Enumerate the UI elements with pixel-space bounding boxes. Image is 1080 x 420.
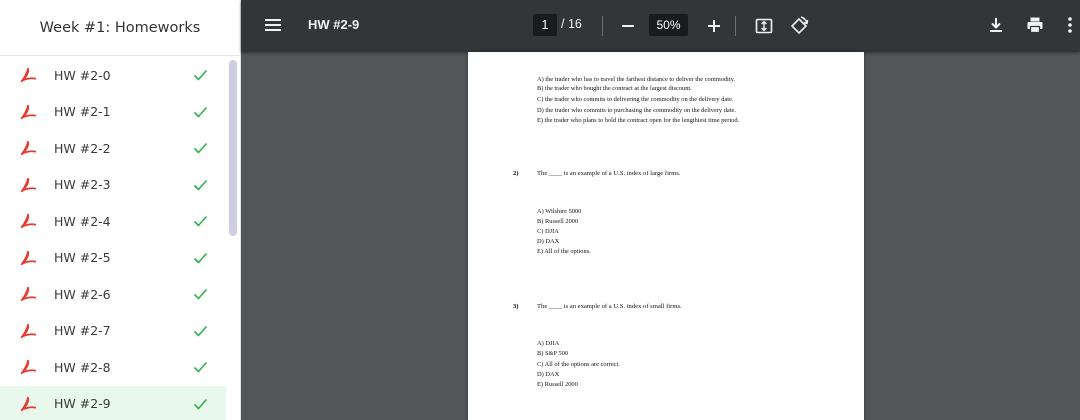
q1-option: D) the trader who commits to purchasing the commodity on the delivery date. — [537, 106, 736, 114]
q3-option: C) All of the options are correct. — [537, 361, 620, 368]
sidebar-item-label: HW #2-0 — [54, 67, 111, 83]
pdf-file-icon — [19, 395, 37, 413]
pdf-file-icon — [19, 66, 37, 84]
sidebar-item[interactable] — [0, 386, 226, 420]
menu-icon[interactable] — [264, 16, 282, 34]
pdf-file-icon — [19, 103, 37, 121]
pdf-file-icon — [19, 139, 37, 157]
sidebar-item[interactable] — [0, 203, 226, 240]
q3-option: A) DJIA — [537, 340, 560, 347]
q3-option: D) DAX — [537, 371, 560, 378]
sidebar-item-label: HW #2-1 — [54, 104, 111, 120]
print-icon[interactable] — [1026, 16, 1044, 34]
document-title: HW #2-9 — [308, 17, 360, 32]
pdf-toolbar — [241, 0, 1080, 52]
checkmark-icon — [193, 142, 208, 154]
checkmark-icon — [193, 252, 208, 264]
sidebar-item[interactable] — [0, 276, 226, 313]
page-number-input[interactable]: 1 — [533, 14, 557, 36]
sidebar-header — [0, 0, 240, 56]
pdf-file-icon — [19, 212, 37, 230]
sidebar-item-label: HW #2-4 — [54, 213, 111, 229]
q3-text: The ____ is an example of a U.S. index of small firms. — [537, 303, 682, 310]
pdf-file-icon — [19, 358, 37, 376]
checkmark-icon — [193, 325, 208, 337]
checkmark-icon — [193, 179, 208, 191]
q1-option: B) the trader who bought the contract at the largest discount. — [537, 84, 692, 92]
toolbar-divider — [602, 16, 603, 36]
fit-to-page-icon[interactable] — [754, 16, 774, 36]
sidebar-item-label: HW #2-7 — [54, 323, 111, 339]
checkmark-icon — [193, 106, 208, 118]
q3-option: E) Russell 2000 — [537, 381, 578, 388]
checkmark-icon — [193, 398, 208, 410]
zoom-level-input[interactable]: 50% — [649, 14, 688, 36]
q2-option: B) Russell 2000 — [537, 218, 579, 225]
sidebar-item[interactable] — [0, 240, 226, 277]
q3-option: B) S&P 500 — [537, 350, 569, 357]
pdf-file-icon — [19, 322, 37, 340]
sidebar-item[interactable] — [0, 57, 226, 94]
sidebar-item[interactable] — [0, 94, 226, 131]
q1-option: A) the trader who has to travel the farthest distance to deliver the commodity. — [537, 76, 735, 83]
checkmark-icon — [193, 288, 208, 300]
q1-option: E) the trader who plans to hold the contract open for the lengthiest time period. — [537, 117, 740, 124]
pdf-file-icon — [19, 285, 37, 303]
q2-option: D) DAX — [537, 238, 560, 245]
download-icon[interactable] — [987, 16, 1005, 34]
pdf-viewer — [241, 0, 1080, 420]
sidebar-item-label: HW #2-9 — [54, 396, 111, 412]
sidebar — [0, 0, 241, 420]
checkmark-icon — [193, 215, 208, 227]
sidebar-title: Week #1: Homeworks — [39, 19, 201, 36]
more-icon[interactable] — [1067, 16, 1073, 34]
q2-text: The ____ is an example of a U.S. index of large firms. — [537, 170, 681, 177]
q3-number: 3) — [513, 303, 519, 310]
sidebar-item-label: HW #2-8 — [54, 359, 111, 375]
q2-option: C) DJIA — [537, 228, 559, 235]
sidebar-item[interactable] — [0, 167, 226, 204]
pdf-file-icon — [19, 249, 37, 267]
pdf-file-icon — [19, 176, 37, 194]
sidebar-item[interactable] — [0, 130, 226, 167]
page-total: / 16 — [561, 17, 582, 31]
q2-option: A) Wilshire 5000 — [537, 208, 582, 215]
sidebar-item-label: HW #2-3 — [54, 177, 111, 193]
checkmark-icon — [193, 361, 208, 373]
q2-option: E) All of the options. — [537, 248, 591, 255]
zoom-out-icon[interactable] — [618, 16, 638, 36]
q2-number: 2) — [513, 170, 519, 177]
zoom-in-icon[interactable] — [704, 16, 724, 36]
sidebar-item[interactable] — [0, 349, 226, 386]
sidebar-item-label: HW #2-5 — [54, 250, 111, 266]
sidebar-item[interactable] — [0, 313, 226, 350]
assignment-list — [0, 57, 226, 420]
toolbar-divider — [735, 16, 736, 36]
checkmark-icon — [193, 69, 208, 81]
pdf-page — [468, 52, 864, 420]
rotate-icon[interactable] — [788, 15, 810, 37]
sidebar-scrollbar[interactable] — [229, 60, 237, 236]
sidebar-item-label: HW #2-6 — [54, 286, 111, 302]
sidebar-item-label: HW #2-2 — [54, 140, 111, 156]
q1-option: C) the trader who commits to delivering the commodity on the delivery date. — [537, 96, 734, 103]
